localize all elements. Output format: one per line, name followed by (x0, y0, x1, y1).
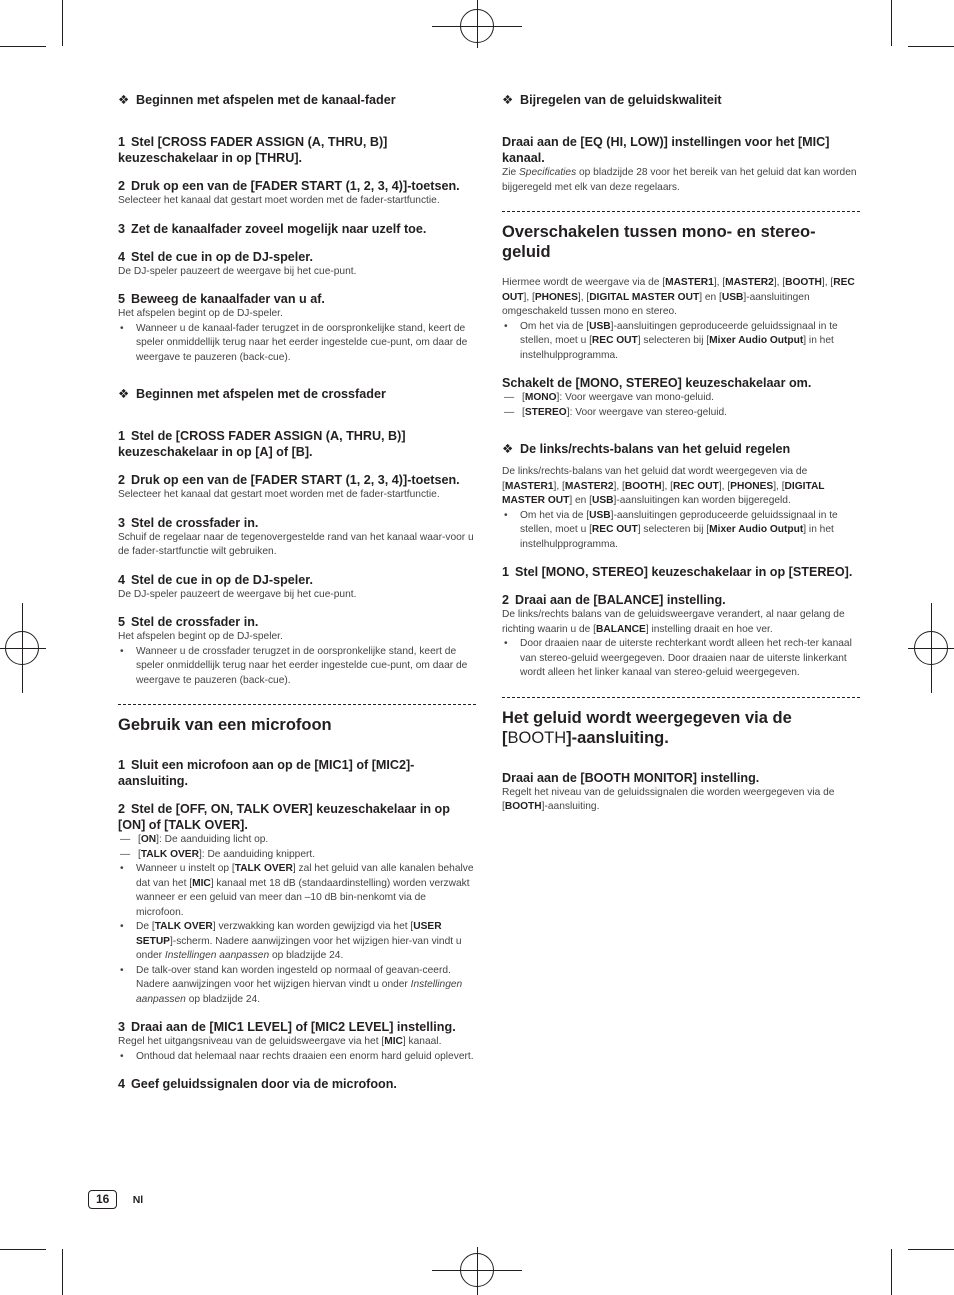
dash-item: — [STEREO]: Voor weergave van stereo-geluid. (502, 406, 860, 421)
dash-item: — [TALK OVER]: De aanduiding knippert. (118, 848, 476, 863)
crop-mark (908, 46, 954, 47)
crop-mark (0, 46, 46, 47)
registration-circle (914, 631, 948, 665)
bullet: • De [TALK OVER] verzwakking kan worden gewijzigd via het [USER SETUP]-scherm. Nadere aanwijzingen voor het wijzigen hier-van vindt u onder Instellingen aanpassen op bladzijde 24. (118, 920, 476, 964)
section-heading: Gebruik van een microfoon (118, 716, 332, 734)
step: 1 Stel de [CROSS FADER ASSIGN (A, THRU, B)] keuzeschakelaar in op [A] of [B]. (118, 429, 406, 459)
paragraph: De links/rechts-balans van het geluid dat wordt weergegeven via de [MASTER1], [MASTER2], [BOOTH], [REC OUT], [PHONES], [DIGITAL MASTER OUT] en [USB]-aansluitingen kan worden bijgeregeld. (502, 466, 825, 506)
section-title: ❖ Beginnen met afspelen met de crossfader (118, 387, 386, 401)
diamond-icon: ❖ (118, 93, 130, 107)
language-code: Nl (132, 1194, 144, 1206)
bullet: • Om het via de [USB]-aansluitingen geproduceerde geluidssignaal in te stellen, moet u [REC OUT] selecteren bij [Mixer Audio Output] in het instelhulpprogramma. (502, 509, 860, 553)
bullet: • Door draaien naar de uiterste rechterkant wordt alleen het rech-ter kanaal van stereo-geluid weergegeven. Door draaien naar de uiterste linkerkant wordt alleen het linker kanaal van stereo-geluid weergegeven. (502, 637, 860, 681)
registration-circle (5, 631, 39, 665)
registration-circle (460, 1253, 494, 1287)
left-column (118, 93, 476, 1092)
note: De links/rechts balans van de geluidsweergave verandert, al naar gelang de richting waarin u de [BALANCE] instelling draait en hoe ver. (502, 609, 845, 635)
diamond-icon: ❖ (502, 93, 514, 107)
section-divider (118, 704, 476, 705)
section-heading: Het geluid wordt weergegeven via de [BOOTH]-aansluiting. (502, 708, 792, 747)
step: 4 Stel de cue in op de DJ-speler. (118, 249, 313, 264)
step: 2 Druk op een van de [FADER START (1, 2, 3, 4)]-toetsen. (118, 473, 460, 487)
crop-mark (891, 1249, 892, 1295)
crop-mark (891, 0, 892, 46)
section-heading: Overschakelen tussen mono- en stereo-geluid (502, 223, 816, 261)
note: Selecteer het kanaal dat gestart moet worden met de fader-startfunctie. (118, 489, 440, 500)
bullet: • Onthoud dat helemaal naar rechts draaien een enorm hard geluid oplevert. (118, 1050, 476, 1065)
diamond-icon: ❖ (502, 442, 514, 456)
note: Het afspelen begint op de DJ-speler. (118, 631, 283, 642)
crop-mark (908, 1249, 954, 1250)
step: 3 Draai aan de [MIC1 LEVEL] of [MIC2 LEVEL] instelling. (118, 1020, 456, 1034)
bullet: • Om het via de [USB]-aansluitingen geproduceerde geluidssignaal in te stellen, moet u [REC OUT] selecteren bij [Mixer Audio Output] in het instelhulpprogramma. (502, 320, 860, 364)
bullet: • Wanneer u instelt op [TALK OVER] zal het geluid van alle kanalen behalve dat van het [MIC] kanaal met 18 dB (standaardinstelling) worden verzwakt wanneer er een geluid van meer dan –10 dB bin-nenkomt via de microfoon. (118, 862, 476, 920)
crop-mark (62, 1249, 63, 1295)
step: 1 Stel [MONO, STEREO] keuzeschakelaar in op [STEREO]. (502, 565, 853, 579)
step: 4 Stel de cue in op de DJ-speler. (118, 572, 313, 587)
note: Zie Specificaties op bladzijde 28 voor het bereik van het geluid dat kan worden bijgeregeld met elk van deze regelaars. (502, 167, 857, 193)
step: 5 Beweeg de kanaalfader van u af. (118, 292, 325, 306)
note: Schuif de regelaar naar de tegenovergestelde rand van het kanaal waar-voor u de fader-startfunctie wilt gebruiken. (118, 531, 474, 557)
step: 4 Geef geluidssignalen door via de microfoon. (118, 1077, 397, 1091)
step: 2 Druk op een van de [FADER START (1, 2, 3, 4)]-toetsen. (118, 179, 460, 193)
crop-mark (0, 1249, 46, 1250)
paragraph: Hiermee wordt de weergave via de [MASTER1], [MASTER2], [BOOTH], [REC OUT], [PHONES], [DIGITAL MASTER OUT] en [USB]-aansluitingen omgeschakeld tussen mono en stereo. (502, 277, 855, 317)
note: Selecteer het kanaal dat gestart moet worden met de fader-startfunctie. (118, 195, 440, 206)
diamond-icon: ❖ (118, 387, 130, 401)
note: De DJ-speler pauzeert de weergave bij het cue-punt. (118, 588, 357, 600)
note: Het afspelen begint op de DJ-speler. (118, 308, 283, 319)
step: 1 Stel [CROSS FADER ASSIGN (A, THRU, B)] keuzeschakelaar in op [THRU]. (118, 135, 388, 165)
page-number: 16 (88, 1190, 117, 1209)
dash-item: — [ON]: De aanduiding licht op. (118, 833, 476, 848)
section-title: ❖ Bijregelen van de geluidskwaliteit (502, 93, 722, 107)
step: Draai aan de [EQ (HI, LOW)] instellingen voor het [MIC] kanaal. (502, 135, 830, 165)
right-column (502, 93, 860, 815)
bullet: • Wanneer u de crossfader terugzet in de oorspronkelijke stand, keert de speler onmiddellijk terug naar het eerder ingestelde cue-punt, om daar de weergave te pauzeren (back-cue). (118, 645, 476, 689)
note: Regel het uitgangsniveau van de geluidsweergave via het [MIC] kanaal. (118, 1036, 442, 1047)
step: 1 Sluit een microfoon aan op de [MIC1] of [MIC2]-aansluiting. (118, 758, 415, 788)
registration-circle (460, 9, 494, 43)
step: Schakelt de [MONO, STEREO] keuzeschakelaar om. (502, 376, 812, 390)
page-footer (88, 1190, 143, 1209)
section-divider (502, 211, 860, 212)
dash-item: — [MONO]: Voor weergave van mono-geluid. (502, 391, 860, 406)
step: 5 Stel de crossfader in. (118, 615, 259, 629)
step: 2 Stel de [OFF, ON, TALK OVER] keuzeschakelaar in op [ON] of [TALK OVER]. (118, 802, 450, 832)
bullet: • De talk-over stand kan worden ingesteld op normaal of geavan-ceerd. Nadere aanwijzingen voor het wijzigen hiervan vindt u onder Instellingen aanpassen op bladzijde 24. (118, 964, 476, 1008)
bullet: • Wanneer u de kanaal-fader terugzet in de oorspronkelijke stand, keert de speler onmiddellijk terug naar het eerder ingestelde cue-punt, om daar de weergave te pauzeren (back-cue). (118, 322, 476, 366)
section-divider (502, 697, 860, 698)
step: 3 Stel de crossfader in. (118, 515, 259, 530)
section-title: ❖ Beginnen met afspelen met de kanaal-fader (118, 93, 396, 107)
note: Regelt het niveau van de geluidssignalen die worden weergegeven via de [BOOTH]-aansluiting. (502, 786, 835, 812)
crop-mark (62, 0, 63, 46)
step: 3 Zet de kanaalfader zoveel mogelijk naar uzelf toe. (118, 221, 427, 236)
step: 2 Draai aan de [BALANCE] instelling. (502, 593, 726, 607)
note: De DJ-speler pauzeert de weergave bij het cue-punt. (118, 265, 357, 277)
section-title: ❖ De links/rechts-balans van het geluid regelen (502, 442, 791, 456)
step: Draai aan de [BOOTH MONITOR] instelling. (502, 770, 760, 785)
